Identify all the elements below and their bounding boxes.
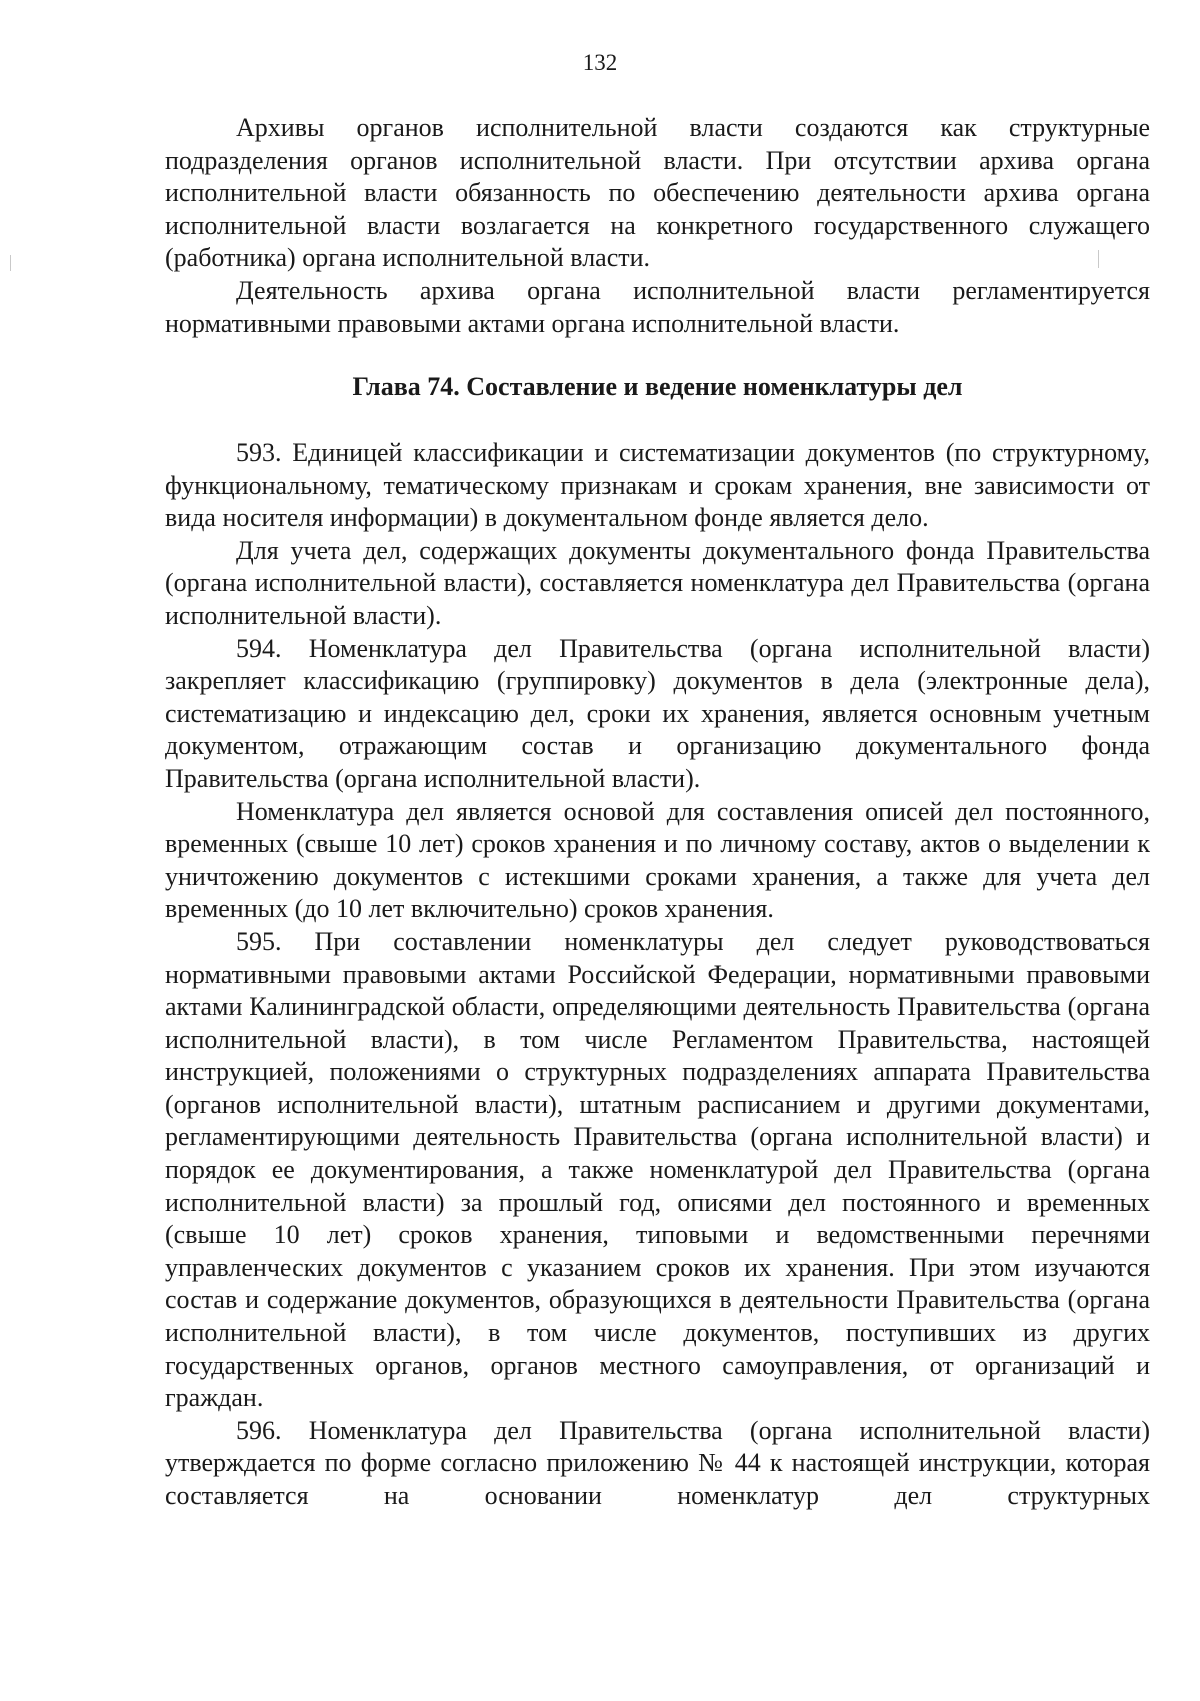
- paragraph: Номенклатура дел является основой для составления описей дел постоянного, временных (свыше 10 лет) сроков хранения и по личному составу, актов о выделении к уничтожению документов с истекшими сроками хранения, а также для учета дел временных (до 10 лет включительно) сроков хранения.: [165, 796, 1150, 924]
- scan-artifact: [10, 255, 11, 271]
- page-number: 132: [582, 50, 618, 75]
- paragraph-593: 593. Единицей классификации и систематизации документов (по структурному, функциональному, тематическому признакам и срокам хранения, вне зависимости от вида носителя информации) в документальном фонде является дело.: [165, 438, 1150, 533]
- intro-text-block: [165, 112, 1150, 340]
- paragraph-596: 596. Номенклатура дел Правительства (органа исполнительной власти) утверждается по форме согласно приложению № 44 к настоящей инструкции, которая составляется на основании номенклатур дел структурных: [165, 1415, 1150, 1510]
- paragraph-594: 594. Номенклатура дел Правительства (органа исполнительной власти) закрепляет классификацию (группировку) документов в дела (электронные дела), систематизацию и индексацию дел, сроки их хранения, является основным учетным документом, отражающим состав и организацию документального фонда Правительства (органа исполнительной власти).: [165, 633, 1150, 793]
- paragraph: Для учета дел, содержащих документы документального фонда Правительства (органа исполнительной власти), составляется номенклатура дел Правительства (органа исполнительной власти).: [165, 535, 1150, 630]
- scan-artifact: [1098, 250, 1099, 268]
- paragraph: Архивы органов исполнительной власти создаются как структурные подразделения органов исполнительной власти. При отсутствии архива органа исполнительной власти обязанность по обеспечению деятельности архива органа исполнительной власти возлагается на конкретного государственного служащего (работника) органа исполнительной власти.: [165, 113, 1150, 273]
- chapter-text-block: [165, 437, 1150, 1513]
- paragraph: Деятельность архива органа исполнительной власти регламентируется нормативными правовыми актами органа исполнительной власти.: [165, 275, 1150, 338]
- chapter-title: Глава 74. Составление и ведение номенклатуры дел: [352, 372, 963, 401]
- paragraph-595: 595. При составлении номенклатуры дел следует руководствоваться нормативными правовыми актами Российской Федерации, нормативными правовыми актами Калининградской области, определяющими деятельность Правительства (органа исполнительной власти), в том числе Регламентом Правительства, настоящей инструкцией, положениями о структурных подразделениях аппарата Правительства (органов исполнительной власти), штатным расписанием и другими документами, регламентирующими деятельность Правительства (органа исполнительной власти) и порядок ее документирования, а также номенклатурой дел Правительства (органа исполнительной власти) за прошлый год, описями дел постоянного и временных (свыше 10 лет) сроков хранения, типовыми и ведомственными перечнями управленческих документов с указанием сроков их хранения. При этом изучаются состав и содержание документов, образующихся в деятельности Правительства (органа исполнительной власти), в том числе документов, поступивших из других государственных органов, органов местного самоуправления, от организаций и граждан.: [165, 926, 1150, 1413]
